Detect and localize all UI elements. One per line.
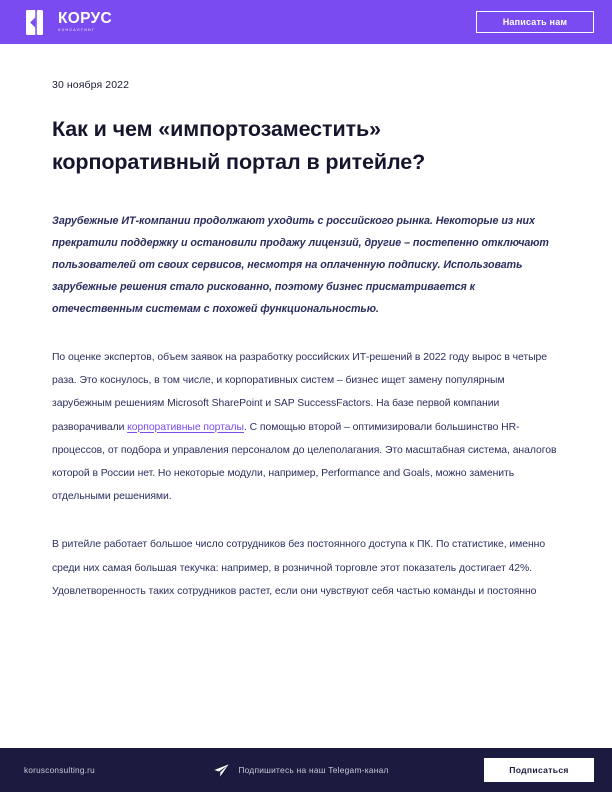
article-paragraph-1 — [52, 346, 560, 508]
telegram-cta[interactable] — [119, 764, 484, 777]
page-title: Как и чем «импортозаместить» корпоративный портал в ритейле? — [52, 117, 426, 174]
korus-logo[interactable] — [26, 10, 112, 35]
contact-us-button[interactable]: Написать нам — [476, 11, 594, 33]
paragraph-1-text-after-link: . С помощью второй – оптимизировали большинство HR-процессов, от подбора и управления персоналом до целеполагания. Это масштабная система, аналогов которой в России нет. Но некоторые модули, например, Performance and Goals, можно заменить отдельными решениями. — [52, 421, 557, 503]
korus-logo-mark-icon — [26, 10, 51, 35]
site-footer — [0, 748, 612, 792]
publish-date: 30 ноября 2022 — [52, 79, 130, 91]
logo-subtitle: КОНСАЛТИНГ — [58, 28, 96, 33]
telegram-icon — [214, 764, 229, 777]
paragraph-1-text-before-link: По оценке экспертов, объем заявок на разработку российских ИТ-решений в 2022 году вырос в четыре раза. Это коснулось, в том числе, и корпоративных систем – бизнес ищет замену популярным зарубежным решениям Microsoft SharePoint и SAP SuccessFactors. На базе первой компании разворачивали — [52, 352, 547, 433]
article-lede: Зарубежные ИТ-компании продолжают уходить с российского рынка. Некоторые из них прекратили поддержку и остановили продажу лицензий, другие – постепенно отключают пользователей от своих сервисов, несмотря на оплаченную подписку. Использовать зарубежные решения стало рискованно, поэтому бизнес присматривается к отечественным системам с похожей функциональностью. — [52, 215, 549, 316]
corporate-portals-link[interactable]: корпоративные порталы — [127, 421, 244, 433]
subscribe-button[interactable]: Подписаться — [484, 758, 594, 782]
article-body — [0, 44, 612, 748]
telegram-cta-text: Подпишитесь на наш Telegam-канал — [238, 765, 389, 775]
site-header — [0, 0, 612, 44]
logo-name: КОРУС — [58, 10, 112, 28]
footer-site-url[interactable]: korusconsulting.ru — [24, 765, 95, 775]
korus-logo-text — [58, 11, 112, 33]
article-paragraph-2: В ритейле работает большое число сотрудников без постоянного доступа к ПК. По статистике, именно среди них самая большая текучка: например, в розничной торговле этот показатель достигает 42%. Удовлетворенность таких сотрудников растет, если они чувствуют себя частью команды и постоянно — [52, 539, 546, 597]
